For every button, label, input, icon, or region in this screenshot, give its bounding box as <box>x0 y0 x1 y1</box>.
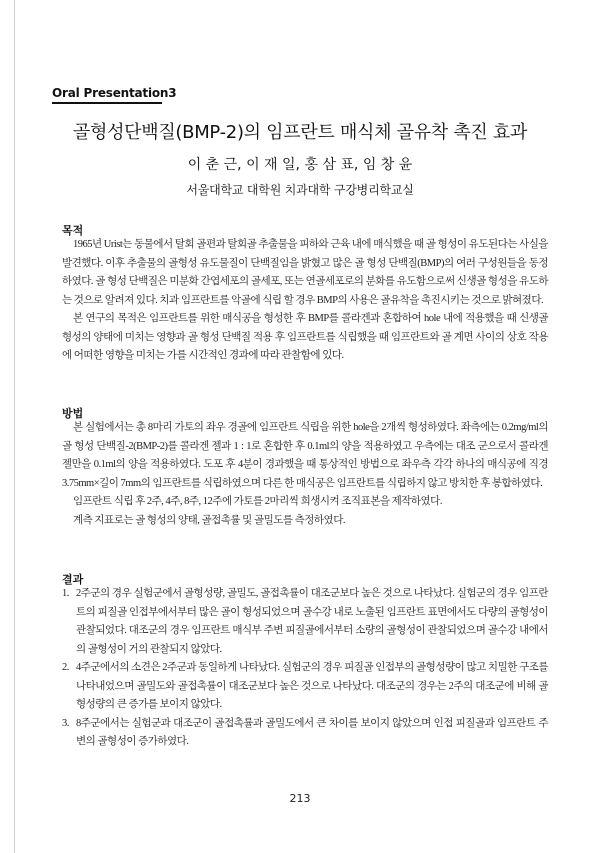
purpose-paragraph: 1965년 Urist는 동물에서 탈회 골편과 탈회골 추출물을 피하와 근육 내에 매식했을 때 골 형성이 유도된다는 사실을 발견했다. 이후 추출물의 골형성 유도물질이 단백질임을 밝혔고 많은 골 형성 단백질(BMP)의 여러 구성원들을 동정하였다. 골 형성 단백질은 미분화 간엽세포의 골세포, 또는 연골세포로의 분화를 유도함으로써 신생골 형성을 유도하는 것으로 알려져 있다. 치과 임프란트를 악골에 식립 할 경우 BMP의 사용은 골유착을 촉진시키는 것으로 밝혀졌다. <box>62 239 548 306</box>
results-item <box>62 585 548 659</box>
session-label-underline <box>52 102 162 104</box>
session-label: Oral Presentation3 <box>52 86 177 100</box>
paper-title: 골형성단백질(BMP-2)의 임프란트 매식체 골유착 촉진 효과 <box>72 122 528 143</box>
affiliation: 서울대학교 대학원 치과대학 구강병리학교실 <box>186 183 414 197</box>
methods-paragraph: 본 실험에서는 총 8마리 가토의 좌우 경골에 임프란트 식립을 위한 hole을 2개씩 형성하였다. 좌측에는 0.2mg/ml의 골 형성 단백질-2(BMP-2)를 콜라겐 젤과 1 : 1로 혼합한 후 0.1ml의 양을 적용하였고 우측에는 대조 군으로서 콜라겐 젤만을 0.1ml의 양을 적용하였다. 도포 후 4분이 경과했을 때 통상적인 방법으로 좌우측 각각 하나의 매식공에 직경 3.75mm×길이 7mm의 임프란트를 식립하였으며 다른 한 매식공은 임프란트를 식립하지 않고 방치한 후 봉합하였다. <box>62 422 548 489</box>
results-list <box>62 585 548 752</box>
results-item-text: 4주군에서의 소견은 2주군과 동일하게 나타났다. 실험군의 경우 피질골 인접부의 골형성량이 많고 치밀한 구조를 나타내었으며 골밀도와 골접촉률이 대조군보다 높은 것으로 나타났다. 대조군의 경우는 2주의 대조군에 비해 골형성량의 큰 증가를 보이지 않았다. <box>76 662 548 710</box>
methods-paragraph: 계측 지표로는 골 형성의 양태, 골접촉률 및 골밀도를 측정하였다. <box>73 514 345 526</box>
results-item-number: 3. <box>62 717 69 729</box>
methods-paragraph: 임프란트 식립 후 2주, 4주, 8주, 12주에 가토를 2마리씩 희생시켜 조직표본을 제작하였다. <box>73 496 442 507</box>
methods-section <box>62 419 548 530</box>
results-item-number: 1. <box>62 588 69 599</box>
results-heading: 결과 <box>62 573 84 586</box>
results-item-number: 2. <box>62 662 69 673</box>
results-item <box>62 715 548 752</box>
results-item-text: 2주군의 경우 실험군에서 골형성량, 골밀도, 골접촉률이 대조군보다 높은 것으로 나타났다. 실험군의 경우 임프란트의 피질골 인접부에서부터 많은 골이 형성되었으며 골수강 내로 노출된 임프란트 표면에서도 다량의 골형성이 관찰되었다. 대조군의 경우 임프란트 매식부 주변 피질골에서부터 소량의 골형성이 관찰되었으며 골수강 내에서의 골형성이 거의 관찰되지 않았다. <box>76 588 548 655</box>
purpose-section <box>62 236 548 366</box>
author-list: 이 춘 근, 이 재 일, 홍 삼 표, 임 창 윤 <box>187 157 413 173</box>
purpose-heading: 목적 <box>62 224 84 237</box>
methods-heading: 방법 <box>62 407 84 420</box>
results-item-text: 8주군에서는 실험군과 대조군이 골접촉률과 골밀도에서 큰 차이를 보이지 않았으며 인접 피질골과 임프란트 주변의 골형성이 증가하였다. <box>76 717 548 747</box>
purpose-paragraph: 본 연구의 목적은 임프란트를 위한 매식공을 형성한 후 BMP를 콜라겐과 혼합하여 hole 내에 적용했을 때 신생골 형성의 양태에 미치는 영향과 골 형성 단백질 적용 후 임프란트를 식립했을 때 임프란트와 골 계면 사이의 상호 작용에 어떠한 영향을 미치는 가를 시간적인 경과에 따라 관찰함에 있다. <box>62 313 548 361</box>
page-number: 213 <box>289 792 311 805</box>
results-item <box>62 659 548 715</box>
